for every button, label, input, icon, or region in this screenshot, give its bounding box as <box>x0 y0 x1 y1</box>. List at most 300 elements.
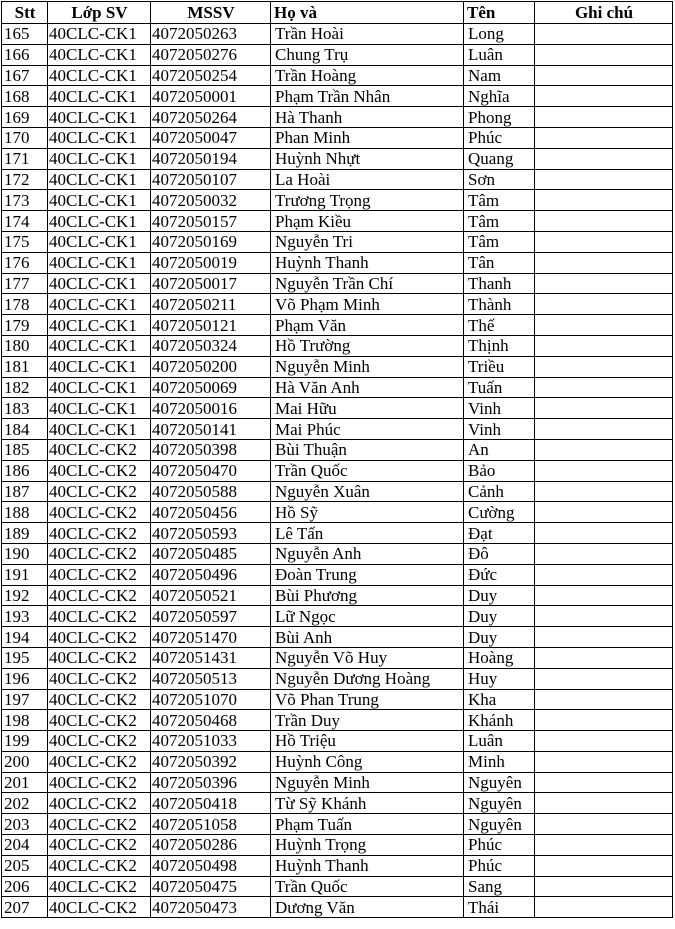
row-class: 40CLC-CK2 <box>48 855 151 876</box>
row-class: 40CLC-CK1 <box>48 107 151 128</box>
row-student-id: 4072050324 <box>151 335 271 356</box>
row-stt: 200 <box>2 751 48 772</box>
row-last-name: Trần Duy <box>271 710 464 731</box>
row-first-name: Duy <box>464 585 535 606</box>
row-note <box>535 627 673 648</box>
row-stt: 195 <box>2 647 48 668</box>
row-note <box>535 211 673 232</box>
row-student-id: 4072050264 <box>151 107 271 128</box>
row-stt: 201 <box>2 772 48 793</box>
row-stt: 193 <box>2 606 48 627</box>
row-stt: 171 <box>2 148 48 169</box>
row-class: 40CLC-CK1 <box>48 252 151 273</box>
row-class: 40CLC-CK1 <box>48 44 151 65</box>
table-row <box>2 855 673 876</box>
row-first-name: Đức <box>464 564 535 585</box>
row-first-name: Luân <box>464 44 535 65</box>
table-row <box>2 44 673 65</box>
row-note <box>535 793 673 814</box>
row-class: 40CLC-CK2 <box>48 876 151 897</box>
row-stt: 179 <box>2 315 48 336</box>
row-student-id: 4072050593 <box>151 523 271 544</box>
row-last-name: Nguyễn Dương Hoàng <box>271 668 464 689</box>
table-row <box>2 668 673 689</box>
row-class: 40CLC-CK1 <box>48 315 151 336</box>
row-last-name: Bùi Phương <box>271 585 464 606</box>
row-first-name: An <box>464 439 535 460</box>
row-last-name: Mai Hữu <box>271 398 464 419</box>
row-stt: 198 <box>2 710 48 731</box>
row-stt: 188 <box>2 502 48 523</box>
row-note <box>535 481 673 502</box>
row-stt: 191 <box>2 564 48 585</box>
row-class: 40CLC-CK1 <box>48 273 151 294</box>
table-row <box>2 231 673 252</box>
row-student-id: 4072050157 <box>151 211 271 232</box>
row-stt: 172 <box>2 169 48 190</box>
row-class: 40CLC-CK1 <box>48 398 151 419</box>
row-stt: 205 <box>2 855 48 876</box>
row-last-name: Hà Văn Anh <box>271 377 464 398</box>
row-student-id: 4072050032 <box>151 190 271 211</box>
row-note <box>535 647 673 668</box>
row-note <box>535 398 673 419</box>
row-note <box>535 107 673 128</box>
table-row <box>2 772 673 793</box>
table-row <box>2 398 673 419</box>
table-row <box>2 481 673 502</box>
row-stt: 186 <box>2 460 48 481</box>
row-student-id: 4072051470 <box>151 627 271 648</box>
row-student-id: 4072050597 <box>151 606 271 627</box>
row-first-name: Vinh <box>464 419 535 440</box>
row-last-name: Phan Minh <box>271 127 464 148</box>
table-row <box>2 419 673 440</box>
row-last-name: Hà Thanh <box>271 107 464 128</box>
row-stt: 199 <box>2 731 48 752</box>
row-last-name: Nguyễn Minh <box>271 772 464 793</box>
row-class: 40CLC-CK2 <box>48 481 151 502</box>
row-note <box>535 169 673 190</box>
row-note <box>535 710 673 731</box>
table-row <box>2 606 673 627</box>
row-class: 40CLC-CK1 <box>48 211 151 232</box>
header-stt: Stt <box>2 2 48 24</box>
table-row <box>2 876 673 897</box>
row-note <box>535 419 673 440</box>
row-note <box>535 751 673 772</box>
row-last-name: Huỳnh Trọng <box>271 835 464 856</box>
row-note <box>535 294 673 315</box>
row-stt: 181 <box>2 356 48 377</box>
row-first-name: Thái <box>464 897 535 918</box>
table-row <box>2 439 673 460</box>
row-first-name: Phúc <box>464 835 535 856</box>
table-row <box>2 148 673 169</box>
row-class: 40CLC-CK2 <box>48 585 151 606</box>
row-class: 40CLC-CK1 <box>48 86 151 107</box>
row-class: 40CLC-CK1 <box>48 377 151 398</box>
row-first-name: Tân <box>464 252 535 273</box>
row-student-id: 4072050470 <box>151 460 271 481</box>
row-class: 40CLC-CK1 <box>48 231 151 252</box>
row-first-name: Đạt <box>464 523 535 544</box>
row-class: 40CLC-CK1 <box>48 419 151 440</box>
table-row <box>2 523 673 544</box>
table-row <box>2 814 673 835</box>
row-note <box>535 335 673 356</box>
row-class: 40CLC-CK2 <box>48 523 151 544</box>
row-note <box>535 606 673 627</box>
row-note <box>535 564 673 585</box>
row-student-id: 4072050069 <box>151 377 271 398</box>
row-stt: 196 <box>2 668 48 689</box>
row-class: 40CLC-CK2 <box>48 439 151 460</box>
row-class: 40CLC-CK1 <box>48 24 151 45</box>
row-stt: 190 <box>2 543 48 564</box>
row-first-name: Long <box>464 24 535 45</box>
table-row <box>2 252 673 273</box>
row-student-id: 4072051033 <box>151 731 271 752</box>
row-note <box>535 772 673 793</box>
row-stt: 178 <box>2 294 48 315</box>
row-student-id: 4072050498 <box>151 855 271 876</box>
row-stt: 202 <box>2 793 48 814</box>
row-last-name: Nguyễn Trần Chí <box>271 273 464 294</box>
row-stt: 203 <box>2 814 48 835</box>
header-class: Lớp SV <box>48 2 151 24</box>
row-student-id: 4072050475 <box>151 876 271 897</box>
row-class: 40CLC-CK1 <box>48 148 151 169</box>
row-class: 40CLC-CK2 <box>48 793 151 814</box>
row-last-name: Trần Hoài <box>271 24 464 45</box>
row-last-name: Lê Tấn <box>271 523 464 544</box>
table-row <box>2 835 673 856</box>
row-class: 40CLC-CK1 <box>48 127 151 148</box>
row-student-id: 4072050263 <box>151 24 271 45</box>
row-last-name: Huỳnh Thanh <box>271 252 464 273</box>
row-last-name: Phạm Trần Nhân <box>271 86 464 107</box>
row-class: 40CLC-CK2 <box>48 710 151 731</box>
row-student-id: 4072050211 <box>151 294 271 315</box>
table-row <box>2 897 673 918</box>
row-last-name: Hồ Sỹ <box>271 502 464 523</box>
row-last-name: Phạm Tuấn <box>271 814 464 835</box>
table-row <box>2 169 673 190</box>
row-first-name: Sơn <box>464 169 535 190</box>
row-stt: 180 <box>2 335 48 356</box>
row-first-name: Tâm <box>464 211 535 232</box>
row-student-id: 4072050121 <box>151 315 271 336</box>
row-note <box>535 731 673 752</box>
table-row <box>2 731 673 752</box>
row-class: 40CLC-CK2 <box>48 627 151 648</box>
row-first-name: Triều <box>464 356 535 377</box>
row-last-name: Chung Trụ <box>271 44 464 65</box>
table-row <box>2 564 673 585</box>
row-student-id: 4072050254 <box>151 65 271 86</box>
row-first-name: Khánh <box>464 710 535 731</box>
row-note <box>535 65 673 86</box>
row-note <box>535 460 673 481</box>
row-student-id: 4072050141 <box>151 419 271 440</box>
table-row <box>2 460 673 481</box>
row-student-id: 4072050513 <box>151 668 271 689</box>
row-note <box>535 835 673 856</box>
row-note <box>535 148 673 169</box>
row-student-id: 4072050468 <box>151 710 271 731</box>
row-first-name: Quang <box>464 148 535 169</box>
row-student-id: 4072051058 <box>151 814 271 835</box>
row-last-name: Nguyễn Võ Huy <box>271 647 464 668</box>
row-note <box>535 439 673 460</box>
row-last-name: Phạm Kiều <box>271 211 464 232</box>
row-class: 40CLC-CK2 <box>48 772 151 793</box>
table-row <box>2 751 673 772</box>
row-note <box>535 585 673 606</box>
table-row <box>2 627 673 648</box>
row-class: 40CLC-CK2 <box>48 731 151 752</box>
row-class: 40CLC-CK1 <box>48 356 151 377</box>
row-first-name: Phúc <box>464 127 535 148</box>
row-class: 40CLC-CK2 <box>48 668 151 689</box>
row-first-name: Đô <box>464 543 535 564</box>
row-last-name: Huỳnh Công <box>271 751 464 772</box>
header-first-name: Tên <box>464 2 535 24</box>
table-row <box>2 65 673 86</box>
table-row <box>2 502 673 523</box>
row-stt: 165 <box>2 24 48 45</box>
row-stt: 175 <box>2 231 48 252</box>
row-class: 40CLC-CK2 <box>48 751 151 772</box>
row-stt: 176 <box>2 252 48 273</box>
row-stt: 169 <box>2 107 48 128</box>
row-first-name: Hoàng <box>464 647 535 668</box>
row-stt: 177 <box>2 273 48 294</box>
row-note <box>535 24 673 45</box>
row-note <box>535 897 673 918</box>
row-note <box>535 252 673 273</box>
row-last-name: Bùi Anh <box>271 627 464 648</box>
row-class: 40CLC-CK2 <box>48 502 151 523</box>
row-note <box>535 273 673 294</box>
row-note <box>535 814 673 835</box>
row-student-id: 4072050001 <box>151 86 271 107</box>
row-last-name: Phạm Văn <box>271 315 464 336</box>
row-student-id: 4072050456 <box>151 502 271 523</box>
row-class: 40CLC-CK2 <box>48 835 151 856</box>
row-note <box>535 315 673 336</box>
row-note <box>535 86 673 107</box>
row-first-name: Minh <box>464 751 535 772</box>
row-first-name: Vinh <box>464 398 535 419</box>
row-stt: 189 <box>2 523 48 544</box>
row-class: 40CLC-CK1 <box>48 294 151 315</box>
row-last-name: Hồ Trường <box>271 335 464 356</box>
row-student-id: 4072050398 <box>151 439 271 460</box>
row-stt: 168 <box>2 86 48 107</box>
student-list-table <box>1 1 673 918</box>
row-stt: 183 <box>2 398 48 419</box>
row-note <box>535 356 673 377</box>
row-student-id: 4072050276 <box>151 44 271 65</box>
row-last-name: Từ Sỹ Khánh <box>271 793 464 814</box>
row-stt: 173 <box>2 190 48 211</box>
header-row <box>2 2 673 24</box>
row-student-id: 4072051070 <box>151 689 271 710</box>
row-last-name: Nguyễn Tri <box>271 231 464 252</box>
row-note <box>535 523 673 544</box>
row-note <box>535 689 673 710</box>
row-last-name: Trần Hoàng <box>271 65 464 86</box>
row-class: 40CLC-CK2 <box>48 814 151 835</box>
row-stt: 167 <box>2 65 48 86</box>
row-last-name: Bùi Thuận <box>271 439 464 460</box>
row-stt: 204 <box>2 835 48 856</box>
row-stt: 187 <box>2 481 48 502</box>
table-row <box>2 793 673 814</box>
table-row <box>2 273 673 294</box>
row-first-name: Cường <box>464 502 535 523</box>
row-note <box>535 127 673 148</box>
row-first-name: Nghĩa <box>464 86 535 107</box>
row-last-name: Nguyễn Minh <box>271 356 464 377</box>
row-first-name: Tuấn <box>464 377 535 398</box>
row-stt: 206 <box>2 876 48 897</box>
row-stt: 197 <box>2 689 48 710</box>
row-first-name: Nguyên <box>464 772 535 793</box>
row-first-name: Sang <box>464 876 535 897</box>
row-student-id: 4072050107 <box>151 169 271 190</box>
row-first-name: Nguyên <box>464 814 535 835</box>
row-first-name: Nam <box>464 65 535 86</box>
row-stt: 192 <box>2 585 48 606</box>
row-student-id: 4072051431 <box>151 647 271 668</box>
row-first-name: Thanh <box>464 273 535 294</box>
row-last-name: Hồ Triệu <box>271 731 464 752</box>
row-first-name: Duy <box>464 627 535 648</box>
row-last-name: Lữ Ngọc <box>271 606 464 627</box>
row-stt: 184 <box>2 419 48 440</box>
row-last-name: Mai Phúc <box>271 419 464 440</box>
row-student-id: 4072050194 <box>151 148 271 169</box>
row-stt: 174 <box>2 211 48 232</box>
row-student-id: 4072050392 <box>151 751 271 772</box>
row-student-id: 4072050496 <box>151 564 271 585</box>
row-first-name: Kha <box>464 689 535 710</box>
row-student-id: 4072050588 <box>151 481 271 502</box>
row-stt: 170 <box>2 127 48 148</box>
table-row <box>2 710 673 731</box>
row-first-name: Luân <box>464 731 535 752</box>
row-first-name: Bảo <box>464 460 535 481</box>
row-first-name: Huy <box>464 668 535 689</box>
row-first-name: Phúc <box>464 855 535 876</box>
row-first-name: Tâm <box>464 231 535 252</box>
row-stt: 166 <box>2 44 48 65</box>
row-first-name: Cảnh <box>464 481 535 502</box>
row-note <box>535 668 673 689</box>
table-row <box>2 335 673 356</box>
row-stt: 185 <box>2 439 48 460</box>
table-row <box>2 585 673 606</box>
row-first-name: Thịnh <box>464 335 535 356</box>
row-student-id: 4072050169 <box>151 231 271 252</box>
header-note: Ghi chú <box>535 2 673 24</box>
table-row <box>2 356 673 377</box>
table-row <box>2 294 673 315</box>
row-last-name: Võ Phan Trung <box>271 689 464 710</box>
row-student-id: 4072050200 <box>151 356 271 377</box>
row-note <box>535 502 673 523</box>
row-student-id: 4072050017 <box>151 273 271 294</box>
row-first-name: Duy <box>464 606 535 627</box>
row-student-id: 4072050396 <box>151 772 271 793</box>
row-last-name: Trần Quốc <box>271 876 464 897</box>
row-class: 40CLC-CK1 <box>48 65 151 86</box>
table-row <box>2 86 673 107</box>
row-student-id: 4072050286 <box>151 835 271 856</box>
row-first-name: Tâm <box>464 190 535 211</box>
row-note <box>535 377 673 398</box>
row-last-name: La Hoài <box>271 169 464 190</box>
row-class: 40CLC-CK2 <box>48 543 151 564</box>
row-first-name: Nguyên <box>464 793 535 814</box>
row-last-name: Nguyễn Anh <box>271 543 464 564</box>
table-row <box>2 647 673 668</box>
row-last-name: Trần Quốc <box>271 460 464 481</box>
row-class: 40CLC-CK2 <box>48 606 151 627</box>
row-note <box>535 190 673 211</box>
row-first-name: Thế <box>464 315 535 336</box>
table-row <box>2 24 673 45</box>
row-last-name: Đoàn Trung <box>271 564 464 585</box>
row-last-name: Võ Phạm Minh <box>271 294 464 315</box>
row-last-name: Nguyễn Xuân <box>271 481 464 502</box>
row-class: 40CLC-CK1 <box>48 335 151 356</box>
row-class: 40CLC-CK2 <box>48 689 151 710</box>
row-class: 40CLC-CK2 <box>48 564 151 585</box>
row-note <box>535 231 673 252</box>
row-student-id: 4072050019 <box>151 252 271 273</box>
row-first-name: Thành <box>464 294 535 315</box>
row-stt: 182 <box>2 377 48 398</box>
table-row <box>2 107 673 128</box>
row-class: 40CLC-CK2 <box>48 897 151 918</box>
row-note <box>535 543 673 564</box>
row-note <box>535 44 673 65</box>
row-student-id: 4072050418 <box>151 793 271 814</box>
row-student-id: 4072050473 <box>151 897 271 918</box>
row-first-name: Phong <box>464 107 535 128</box>
row-stt: 207 <box>2 897 48 918</box>
header-student-id: MSSV <box>151 2 271 24</box>
table-row <box>2 127 673 148</box>
row-note <box>535 876 673 897</box>
row-student-id: 4072050521 <box>151 585 271 606</box>
row-stt: 194 <box>2 627 48 648</box>
header-last-name: Họ và <box>271 2 464 24</box>
row-note <box>535 855 673 876</box>
row-student-id: 4072050485 <box>151 543 271 564</box>
row-class: 40CLC-CK1 <box>48 169 151 190</box>
row-last-name: Dương Văn <box>271 897 464 918</box>
row-last-name: Huỳnh Thanh <box>271 855 464 876</box>
table-row <box>2 689 673 710</box>
row-class: 40CLC-CK2 <box>48 460 151 481</box>
table-row <box>2 190 673 211</box>
table-row <box>2 315 673 336</box>
